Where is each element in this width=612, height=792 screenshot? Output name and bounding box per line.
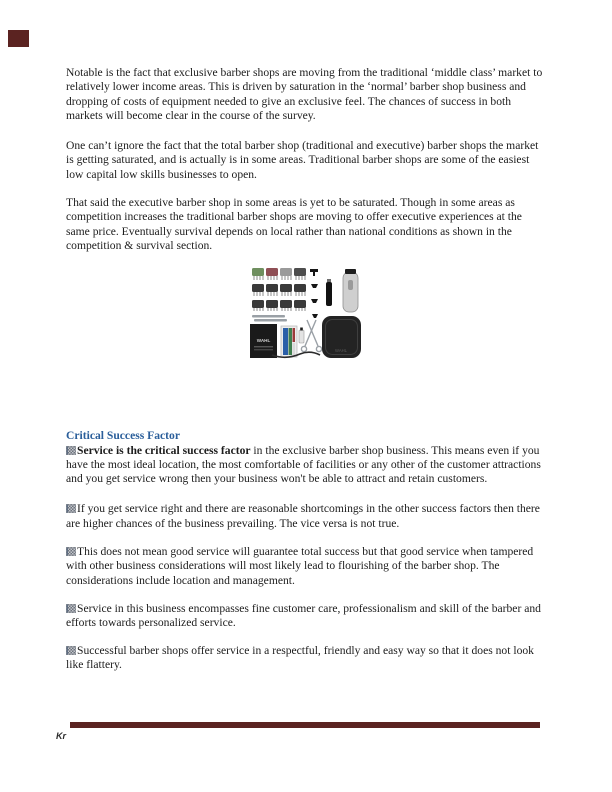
storage-case-icon: [322, 316, 361, 358]
paragraph-body-text: This does not mean good service will guarantee total success but that good service when tampered with other business considerations will most likely lead to flourishing of the barber shop. The considerations include location and management.: [66, 545, 534, 587]
paragraph-service-encompasses: [66, 602, 545, 631]
paragraph-executive-shops: That said the executive barber shop in some areas is yet to be saturated. Though in some areas as competition increases the traditional barber shops are moving to offer executive experiences at the same price. Eventually survival depends on local rather than national conditions as shown in the competition & survival section.: [66, 196, 522, 252]
case-brand-label: WAHL: [334, 348, 347, 354]
paragraph-body-text: Service in this business encompasses fine customer care, professionalism and skill of the barber and efforts towards personalized service.: [66, 601, 541, 630]
paragraph-successful-shops: [66, 644, 545, 673]
paragraph-service-critical: [66, 444, 545, 487]
corner-accent-mark: [8, 30, 29, 47]
oil-bottle-icon: [299, 328, 304, 344]
scissors-icon: [301, 320, 321, 352]
clipper-icon: [343, 269, 358, 312]
figure-container: [66, 266, 545, 360]
placeholder-glyph-icon: [66, 504, 76, 513]
page-content: [66, 66, 545, 672]
detail-trimmer-icon: [326, 279, 332, 306]
footer-watermark-text: Kr: [56, 731, 67, 741]
section-heading-critical-success-factor: Critical Success Factor: [66, 429, 180, 443]
placeholder-glyph-icon: [66, 646, 76, 655]
paragraph-saturation: One can’t ignore the fact that the total barber shop (traditional and executive) barber shops the market is getting saturated, and is actually is in some areas. Traditional barber shops are some of the easiest low capital low skills businesses to open.: [66, 139, 539, 181]
placeholder-glyph-icon: [66, 446, 76, 455]
placeholder-glyph-icon: [66, 547, 76, 556]
paragraph-body-text: Successful barber shops offer service in a respectful, friendly and easy way so that it does not look like flattery.: [66, 643, 534, 671]
instruction-box-icon: [281, 326, 297, 357]
box-brand-label: WAHL: [256, 338, 270, 344]
retail-box-icon: [250, 324, 277, 358]
paragraph-no-guarantee: [66, 545, 545, 588]
guide-combs-icon: [252, 268, 306, 311]
barber-clipper-kit-photo: [250, 266, 362, 360]
hair-combs-icon: [252, 315, 287, 322]
trimmer-attachments-icon: [310, 269, 318, 318]
paragraph-service-right: [66, 502, 545, 531]
footer-accent-bar: [70, 722, 540, 728]
paragraph-market-shift: Notable is the fact that exclusive barber shops are moving from the traditional ‘middle class’ market to relatively lower income areas. This is driven by saturation in the ‘normal’ barber shop business and dropping of costs of equipment needed to give an exclusive feel. The chances of success in both markets will become clear in the course of the survey.: [66, 66, 543, 122]
paragraph-body-text: If you get service right and there are reasonable shortcomings in the other success factors then there are higher chances of the business prevailing. The vice versa is not true.: [66, 502, 540, 530]
placeholder-glyph-icon: [66, 604, 76, 613]
paragraph-body-text: in the exclusive barber shop business. This means even if you have the most ideal location, the most comfortable of facilities or any other of the customer attractions and you get service wrong then your business won't be able to attract and retain customers.: [66, 443, 541, 486]
paragraph-bold-lead: Service is the critical success factor: [77, 443, 251, 457]
